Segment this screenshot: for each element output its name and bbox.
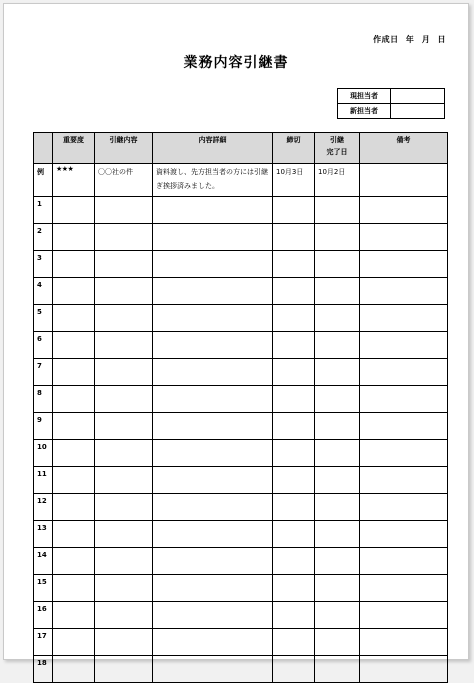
detail-cell[interactable]: [153, 359, 273, 386]
form-page: [3, 3, 469, 667]
content-cell[interactable]: [95, 548, 153, 575]
previous-assignee-field[interactable]: [391, 89, 445, 104]
row-number: 10: [34, 440, 53, 467]
completed-cell[interactable]: [315, 629, 360, 656]
content-cell[interactable]: [95, 440, 153, 467]
deadline-cell[interactable]: [273, 278, 315, 305]
note-cell[interactable]: [360, 278, 448, 305]
row-number: 3: [34, 251, 53, 278]
detail-cell[interactable]: [153, 413, 273, 440]
completed-cell[interactable]: [315, 359, 360, 386]
importance-cell[interactable]: [53, 251, 95, 278]
date-day-label: 日: [437, 35, 446, 44]
table-row: [34, 629, 448, 656]
completed-cell[interactable]: [315, 251, 360, 278]
note-cell: [360, 164, 448, 197]
date-label: 作成日: [373, 35, 399, 44]
note-cell[interactable]: [360, 521, 448, 548]
content-cell[interactable]: [95, 467, 153, 494]
deadline-cell[interactable]: [273, 413, 315, 440]
completed-cell: 10月2日: [315, 164, 360, 197]
deadline-cell[interactable]: [273, 467, 315, 494]
content-cell[interactable]: [95, 197, 153, 224]
completed-cell[interactable]: [315, 467, 360, 494]
date-year-label: 年: [405, 35, 415, 44]
detail-cell[interactable]: [153, 602, 273, 629]
detail-cell[interactable]: [153, 251, 273, 278]
note-cell[interactable]: [360, 467, 448, 494]
new-assignee-row: [338, 104, 445, 119]
previous-assignee-label: 現担当者: [338, 89, 391, 104]
row-number: 12: [34, 494, 53, 521]
completed-cell[interactable]: [315, 224, 360, 251]
note-cell[interactable]: [360, 602, 448, 629]
deadline-cell[interactable]: [273, 251, 315, 278]
importance-cell[interactable]: [53, 359, 95, 386]
content-cell[interactable]: [95, 413, 153, 440]
detail-cell: 資料渡し、先方担当者の方には引継ぎ挨拶済みました。: [153, 164, 273, 197]
detail-cell[interactable]: [153, 575, 273, 602]
importance-cell[interactable]: [53, 629, 95, 656]
table-row: [34, 305, 448, 332]
importance-stars: ★★★: [53, 164, 95, 197]
content-cell[interactable]: [95, 629, 153, 656]
completed-cell[interactable]: [315, 521, 360, 548]
importance-cell[interactable]: [53, 224, 95, 251]
importance-cell[interactable]: [53, 197, 95, 224]
deadline-cell[interactable]: [273, 629, 315, 656]
page-title: 業務内容引継書: [183, 55, 289, 71]
new-assignee-label: 新担当者: [338, 104, 391, 119]
content-cell[interactable]: [95, 224, 153, 251]
note-cell[interactable]: [360, 575, 448, 602]
completed-cell[interactable]: [315, 548, 360, 575]
detail-cell[interactable]: [153, 494, 273, 521]
handover-table: [33, 132, 448, 683]
note-cell[interactable]: [360, 413, 448, 440]
content-cell[interactable]: [95, 305, 153, 332]
detail-cell[interactable]: [153, 467, 273, 494]
completed-cell[interactable]: [315, 386, 360, 413]
note-cell[interactable]: [360, 359, 448, 386]
deadline-cell[interactable]: [273, 359, 315, 386]
note-cell[interactable]: [360, 548, 448, 575]
content-cell[interactable]: [95, 575, 153, 602]
content-cell[interactable]: [95, 521, 153, 548]
content-cell: 〇〇社の件: [95, 164, 153, 197]
note-cell[interactable]: [360, 224, 448, 251]
detail-cell[interactable]: [153, 386, 273, 413]
table-row: [34, 278, 448, 305]
table-row: [34, 548, 448, 575]
deadline-cell[interactable]: [273, 521, 315, 548]
completed-cell[interactable]: [315, 197, 360, 224]
creation-date: [369, 34, 446, 45]
completed-cell[interactable]: [315, 413, 360, 440]
importance-cell[interactable]: [53, 656, 95, 683]
row-number: 1: [34, 197, 53, 224]
header-note: 備考: [360, 133, 448, 164]
header-completed: 引継 完了日: [315, 133, 360, 164]
completed-cell[interactable]: [315, 332, 360, 359]
importance-cell[interactable]: [53, 413, 95, 440]
content-cell[interactable]: [95, 359, 153, 386]
table-row: [34, 602, 448, 629]
row-number: 17: [34, 629, 53, 656]
assignee-table: [337, 88, 445, 119]
importance-cell[interactable]: [53, 467, 95, 494]
note-cell[interactable]: [360, 251, 448, 278]
importance-cell[interactable]: [53, 440, 95, 467]
content-cell[interactable]: [95, 602, 153, 629]
row-number: 13: [34, 521, 53, 548]
importance-cell[interactable]: [53, 602, 95, 629]
date-month-label: 月: [421, 35, 431, 44]
note-cell[interactable]: [360, 332, 448, 359]
detail-cell[interactable]: [153, 629, 273, 656]
detail-cell[interactable]: [153, 548, 273, 575]
note-cell[interactable]: [360, 440, 448, 467]
detail-cell[interactable]: [153, 305, 273, 332]
importance-cell[interactable]: [53, 386, 95, 413]
note-cell[interactable]: [360, 305, 448, 332]
content-cell[interactable]: [95, 278, 153, 305]
note-cell[interactable]: [360, 386, 448, 413]
table-row: [34, 440, 448, 467]
row-number: 11: [34, 467, 53, 494]
completed-cell[interactable]: [315, 440, 360, 467]
table-row: [34, 413, 448, 440]
row-number: 16: [34, 602, 53, 629]
note-cell[interactable]: [360, 629, 448, 656]
row-number: 14: [34, 548, 53, 575]
completed-cell[interactable]: [315, 575, 360, 602]
completed-cell[interactable]: [315, 494, 360, 521]
row-number: 5: [34, 305, 53, 332]
row-number: 2: [34, 224, 53, 251]
deadline-cell[interactable]: [273, 548, 315, 575]
deadline-cell: 10月3日: [273, 164, 315, 197]
completed-cell[interactable]: [315, 656, 360, 683]
deadline-cell[interactable]: [273, 656, 315, 683]
table-row: [34, 386, 448, 413]
deadline-cell[interactable]: [273, 386, 315, 413]
table-row: [34, 494, 448, 521]
header-deadline: 締切: [273, 133, 315, 164]
completed-cell[interactable]: [315, 278, 360, 305]
note-cell[interactable]: [360, 197, 448, 224]
table-header-row: [34, 133, 448, 164]
table-row: [34, 197, 448, 224]
table-row: [34, 224, 448, 251]
table-row: [34, 467, 448, 494]
table-row: [34, 656, 448, 683]
previous-assignee-row: [338, 89, 445, 104]
row-number: 4: [34, 278, 53, 305]
note-cell[interactable]: [360, 656, 448, 683]
row-number: 9: [34, 413, 53, 440]
table-row: [34, 251, 448, 278]
importance-cell[interactable]: [53, 521, 95, 548]
row-number: 例: [34, 164, 53, 197]
detail-cell[interactable]: [153, 440, 273, 467]
header-number: [34, 133, 53, 164]
importance-cell[interactable]: [53, 494, 95, 521]
table-row: [34, 359, 448, 386]
header-importance: 重要度: [53, 133, 95, 164]
new-assignee-field[interactable]: [391, 104, 445, 119]
importance-cell[interactable]: [53, 305, 95, 332]
row-number: 18: [34, 656, 53, 683]
deadline-cell[interactable]: [273, 602, 315, 629]
completed-cell[interactable]: [315, 305, 360, 332]
deadline-cell[interactable]: [273, 575, 315, 602]
content-cell[interactable]: [95, 656, 153, 683]
deadline-cell[interactable]: [273, 197, 315, 224]
row-number: 7: [34, 359, 53, 386]
detail-cell[interactable]: [153, 521, 273, 548]
row-number: 8: [34, 386, 53, 413]
importance-cell[interactable]: [53, 278, 95, 305]
table-row: [34, 575, 448, 602]
table-row: [34, 521, 448, 548]
deadline-cell[interactable]: [273, 494, 315, 521]
row-number: 15: [34, 575, 53, 602]
importance-cell[interactable]: [53, 332, 95, 359]
example-row: [34, 164, 448, 197]
content-cell[interactable]: [95, 494, 153, 521]
importance-cell[interactable]: [53, 548, 95, 575]
deadline-cell[interactable]: [273, 305, 315, 332]
deadline-cell[interactable]: [273, 224, 315, 251]
header-detail: 内容詳細: [153, 133, 273, 164]
detail-cell[interactable]: [153, 278, 273, 305]
content-cell[interactable]: [95, 332, 153, 359]
deadline-cell[interactable]: [273, 332, 315, 359]
row-number: 6: [34, 332, 53, 359]
content-cell[interactable]: [95, 251, 153, 278]
note-cell[interactable]: [360, 494, 448, 521]
importance-cell[interactable]: [53, 575, 95, 602]
detail-cell[interactable]: [153, 332, 273, 359]
detail-cell[interactable]: [153, 656, 273, 683]
table-row: [34, 332, 448, 359]
header-content: 引継内容: [95, 133, 153, 164]
detail-cell[interactable]: [153, 197, 273, 224]
deadline-cell[interactable]: [273, 440, 315, 467]
content-cell[interactable]: [95, 386, 153, 413]
completed-cell[interactable]: [315, 602, 360, 629]
detail-cell[interactable]: [153, 224, 273, 251]
